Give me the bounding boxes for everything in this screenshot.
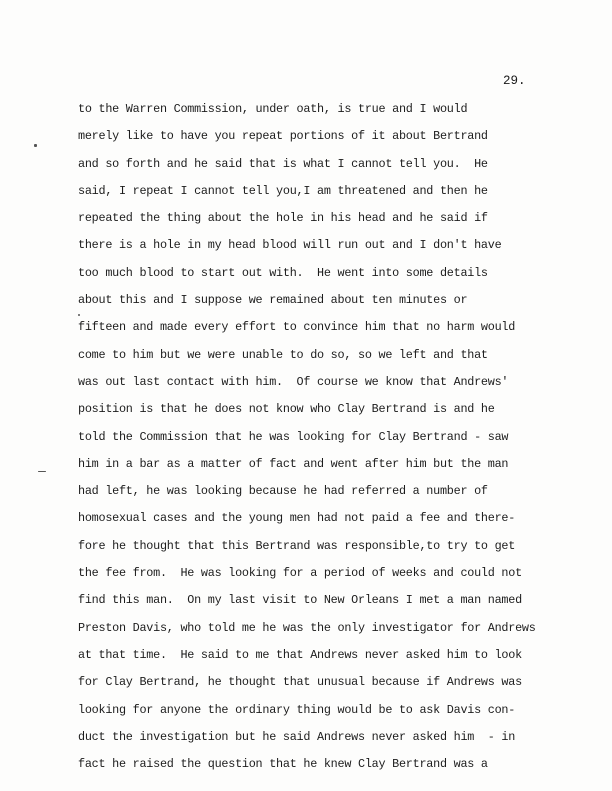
text-line: to the Warren Commission, under oath, is true and I would <box>78 102 468 116</box>
text-line: find this man. On my last visit to New Orleans I met a man named <box>78 593 522 608</box>
text-line: come to him but we were unable to do so, so we left and that <box>78 347 488 362</box>
text-line: fifteen and made every effort to convince him that no harm would <box>78 320 516 335</box>
text-line: there is a hole in my head blood will run out and I don't have <box>78 238 502 253</box>
text-line: had left, he was looking because he had referred a number of <box>78 484 488 499</box>
text-line: fore he thought that this Bertrand was responsible,to try to get <box>78 538 516 553</box>
text-line: about this and I suppose we remained about ten minutes or <box>78 293 468 308</box>
text-line: was out last contact with him. Of course we know that Andrews' <box>78 374 509 389</box>
text-line: at that time. He said to me that Andrews never asked him to look <box>78 647 522 662</box>
text-line: and so forth and he said that is what I cannot tell you. He <box>78 156 488 171</box>
margin-mark <box>38 471 46 472</box>
text-line: homosexual cases and the young men had not paid a fee and there- <box>78 511 516 526</box>
text-line: merely like to have you repeat portions of it about Bertrand <box>78 129 488 144</box>
text-line: position is that he does not know who Clay Bertrand is and he <box>78 402 495 417</box>
text-line: the fee from. He was looking for a period of weeks and could not <box>78 566 522 581</box>
text-line: looking for anyone the ordinary thing would be to ask Davis con- <box>78 702 516 717</box>
typed-body-text <box>78 100 598 782</box>
page-number: 29. <box>503 74 526 88</box>
text-line: too much blood to start out with. He went into some details <box>78 265 488 280</box>
text-line: told the Commission that he was looking for Clay Bertrand - saw <box>78 429 509 444</box>
text-line: for Clay Bertrand, he thought that unusual because if Andrews was <box>78 675 522 690</box>
text-line: fact he raised the question that he knew Clay Bertrand was a <box>78 757 488 772</box>
text-line: said, I repeat I cannot tell you,I am threatened and then he <box>78 183 488 198</box>
margin-mark <box>34 144 37 147</box>
text-line: repeated the thing about the hole in his head and he said if <box>78 211 488 226</box>
text-line: duct the investigation but he said Andrews never asked him - in <box>78 729 516 744</box>
text-line: him in a bar as a matter of fact and went after him but the man <box>78 456 509 471</box>
text-line: Preston Davis, who told me he was the only investigator for Andrews <box>78 620 536 635</box>
